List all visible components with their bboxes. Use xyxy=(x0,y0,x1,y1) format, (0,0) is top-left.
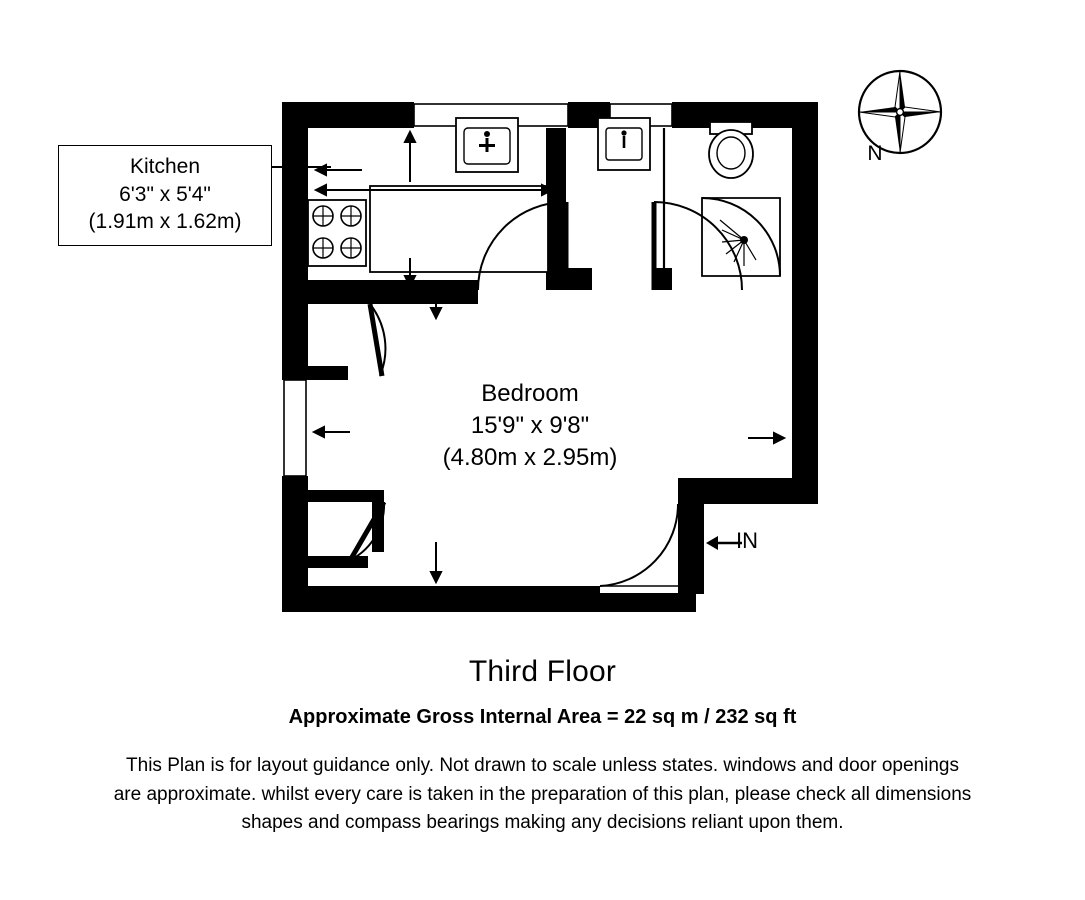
bedroom-dim-imperial: 15'9" x 9'8" xyxy=(470,412,590,440)
wall-right-upper xyxy=(792,102,818,292)
shower-icon xyxy=(702,198,780,276)
wall-mid-stub xyxy=(546,268,592,290)
compass-north-label: N xyxy=(867,142,883,165)
door-cupboard-lower xyxy=(308,490,384,568)
bedroom-dim-metric: (4.80m x 2.95m) xyxy=(442,444,618,472)
disclaimer-line-2: are approximate. whilst every care is taken in the preparation of this plan, please check all dimensions xyxy=(113,783,972,805)
kitchen-name: Kitchen xyxy=(129,155,201,178)
kitchen-worktop xyxy=(370,186,548,272)
kitchen-dim-metric: (1.91m x 1.62m) xyxy=(88,210,242,234)
door-entry xyxy=(600,504,678,586)
disclaimer-line-1: This Plan is for layout guidance only. Not drawn to scale unless states. windows and door openings xyxy=(126,755,959,776)
gross-internal-area: Approximate Gross Internal Area = 22 sq m / 232 sq ft xyxy=(288,706,797,728)
disclaimer-line-3: shapes and compass bearings making any decisions reliant upon them. xyxy=(241,812,844,833)
wall-left-upper xyxy=(282,102,308,290)
room-label-bedroom xyxy=(360,378,700,474)
bedroom-name: Bedroom xyxy=(481,380,579,407)
door-threshold-entry xyxy=(600,586,678,593)
floor-title: Third Floor xyxy=(468,655,617,688)
kitchen-dim-imperial: 6'3" x 5'4" xyxy=(119,182,211,206)
window-left xyxy=(284,380,306,476)
wall-right-lower xyxy=(792,292,818,492)
wall-kitchen-bedroom xyxy=(282,280,478,304)
wall-left-jamb xyxy=(308,366,348,380)
wall-right-return xyxy=(678,478,704,594)
entrance-label: IN xyxy=(736,528,758,553)
toilet-icon xyxy=(709,122,753,178)
callout-leader-line xyxy=(271,166,331,168)
room-label-kitchen xyxy=(58,145,272,246)
disclaimer-text xyxy=(0,752,1085,838)
